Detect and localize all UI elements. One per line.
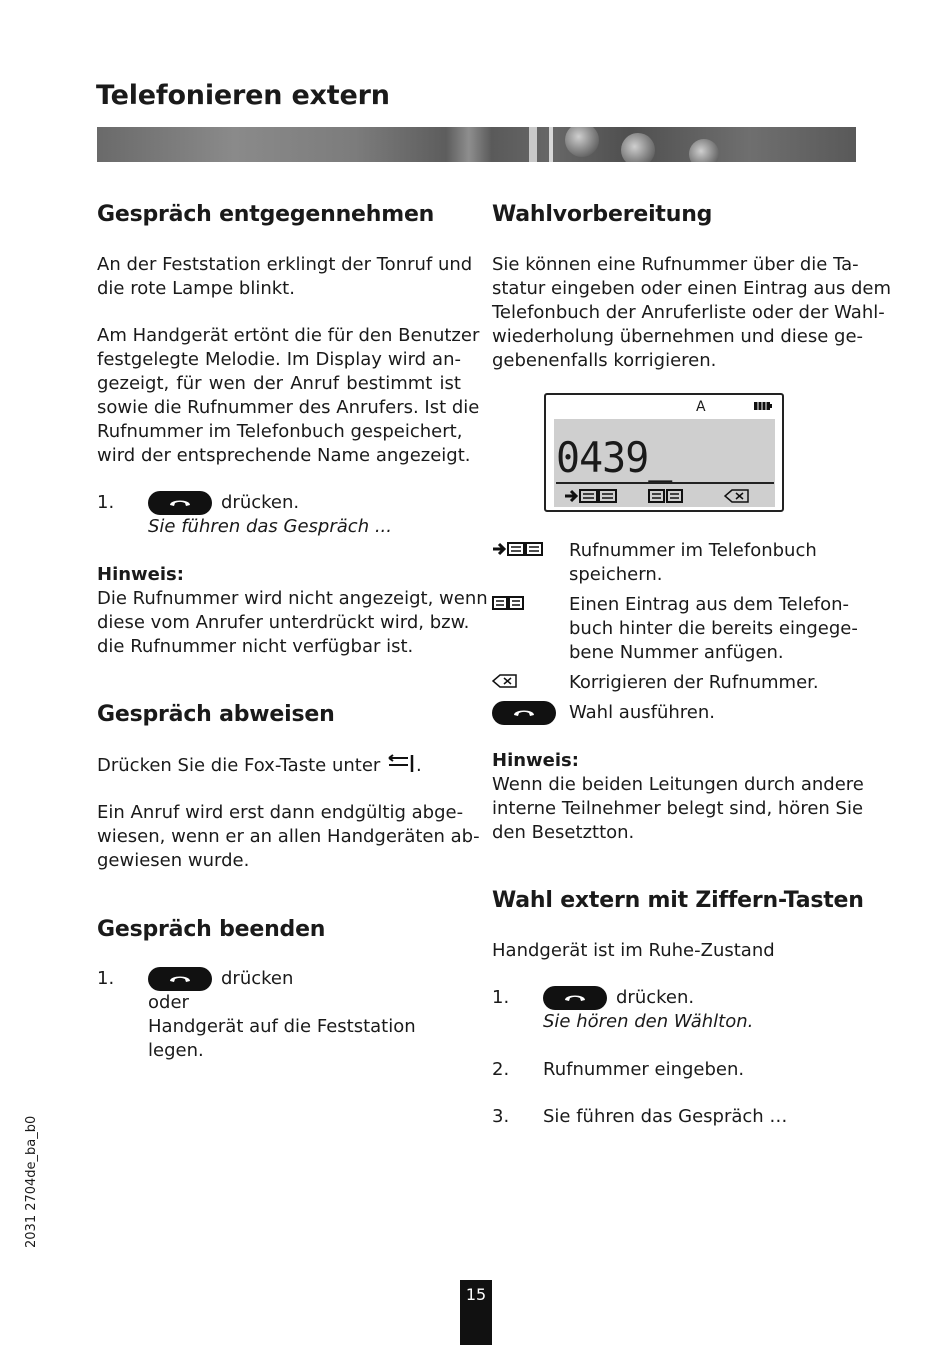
section-heading: Gespräch beenden (97, 917, 326, 942)
handset-display (544, 393, 784, 512)
text-line: Einen Eintrag aus dem Telefon- (569, 594, 850, 615)
display-divider (556, 482, 774, 484)
step-number: 2. (492, 1059, 510, 1080)
intro-text: Handgerät ist im Ruhe-Zustand (492, 940, 775, 961)
step-text: drücken. (616, 987, 695, 1008)
hint-text (97, 587, 488, 659)
text-line: gezeigt, für wen der Anruf bestimmt ist (97, 373, 461, 394)
legend-text (569, 671, 859, 695)
text-line: statur eingeben oder einen Eintrag aus dem (492, 278, 891, 299)
reject-fox-key-icon (386, 753, 416, 773)
step-number: 1. (97, 968, 115, 989)
step-text: Sie führen das Gespräch … (543, 1106, 788, 1127)
text-line: festgelegte Melodie. Im Display wird an- (97, 349, 461, 370)
paragraph (97, 801, 480, 873)
dialed-number: 0439_ (556, 433, 672, 482)
backspace-icon[interactable] (724, 489, 750, 503)
section-heading: Wahl extern mit Ziffern-Tasten (492, 888, 864, 913)
text-line: die Rufnummer nicht verfügbar ist. (97, 636, 414, 657)
text-line: bene Nummer anfügen. (569, 642, 784, 663)
hint-label: Hinweis: (492, 750, 579, 771)
paragraph (97, 753, 461, 778)
page-title: Telefonieren extern (96, 80, 390, 111)
phonebook-icon (492, 595, 526, 611)
text-line: Wenn die beiden Leitungen durch andere (492, 774, 864, 795)
banner-highlight (529, 127, 537, 162)
paragraph (97, 253, 473, 301)
call-key-icon (543, 986, 607, 1010)
text-line: Sie können eine Rufnummer über die Ta- (492, 254, 859, 275)
save-to-phonebook-icon[interactable] (564, 488, 620, 504)
text-line: wird der entsprechende Name angezeigt. (97, 445, 471, 466)
section-heading: Wahlvorbereitung (492, 202, 713, 227)
text-line: sowie die Rufnummer des Anrufers. Ist die (97, 397, 480, 418)
text-line: Rufnummer im Telefonbuch (569, 540, 817, 561)
step-or: oder (148, 992, 189, 1013)
step-result: Sie hören den Wählton. (543, 1011, 754, 1032)
text-line: wiesen, wenn er an allen Handgeräten ab- (97, 826, 480, 847)
document-code: 2031 2704de_ba_b0 (24, 1115, 39, 1248)
keypad-key-image (689, 139, 719, 162)
step-alt (148, 1015, 416, 1063)
call-key-icon (492, 701, 556, 725)
text-line: Am Handgerät ertönt die für den Benutzer (97, 325, 480, 346)
save-to-phonebook-icon (492, 541, 546, 557)
step-text: Rufnummer eingeben. (543, 1059, 745, 1080)
call-key-icon (148, 491, 212, 515)
text-line: buch hinter die bereits eingege- (569, 618, 858, 639)
step-result: Sie führen das Gespräch ... (148, 516, 392, 537)
paragraph (97, 324, 480, 468)
backspace-icon (492, 674, 518, 688)
text-line: Telefonbuch der Anruferliste oder der Wahl- (492, 302, 885, 323)
text-line: gewiesen wurde. (97, 850, 250, 871)
text-line: . (416, 755, 422, 776)
text-line: wiederholung übernehmen und diese ge- (492, 326, 864, 347)
text-line: die rote Lampe blinkt. (97, 278, 295, 299)
keypad-key-image (621, 133, 655, 162)
banner-highlight (549, 127, 553, 162)
hint-label: Hinweis: (97, 564, 184, 585)
legend-text (569, 593, 859, 665)
hint-text (492, 773, 864, 845)
text-line: den Besetztton. (492, 822, 635, 843)
text-line: Rufnummer im Telefonbuch gespeichert, (97, 421, 463, 442)
step-number: 1. (492, 987, 510, 1008)
paragraph (492, 253, 891, 373)
step-number: 3. (492, 1106, 510, 1127)
text-line: speichern. (569, 564, 663, 585)
text-line: Die Rufnummer wird nicht angezeigt, wenn (97, 588, 488, 609)
text-line: Ein Anruf wird erst dann endgültig abge- (97, 802, 464, 823)
text-line: Wahl ausführen. (569, 702, 715, 723)
legend-text (569, 539, 859, 587)
text-line: Korrigieren der Rufnummer. (569, 672, 819, 693)
text-line: Drücken Sie die Fox-Taste unter (97, 755, 381, 776)
text-line: gebenenfalls korrigieren. (492, 350, 717, 371)
step-text: drücken. (221, 492, 300, 513)
section-heading: Gespräch abweisen (97, 702, 335, 727)
text-line: Handgerät auf die Feststation (148, 1016, 416, 1037)
page-number: 15 (460, 1280, 492, 1345)
legend-text (569, 701, 859, 725)
text-line: diese vom Anrufer unterdrückt wird, bzw. (97, 612, 470, 633)
phonebook-icon[interactable] (648, 488, 684, 504)
step-number: 1. (97, 492, 115, 513)
section-heading: Gespräch entgegennehmen (97, 202, 435, 227)
header-banner-image (97, 127, 856, 162)
call-key-icon (148, 967, 212, 991)
text-line: legen. (148, 1040, 204, 1061)
battery-icon (753, 401, 773, 411)
text-line: interne Teilnehmer belegt sind, hören Sie (492, 798, 864, 819)
line-indicator: A (696, 399, 706, 415)
step-text: drücken (221, 968, 294, 989)
keypad-key-image (565, 127, 599, 157)
text-line: An der Feststation erklingt der Tonruf und (97, 254, 473, 275)
